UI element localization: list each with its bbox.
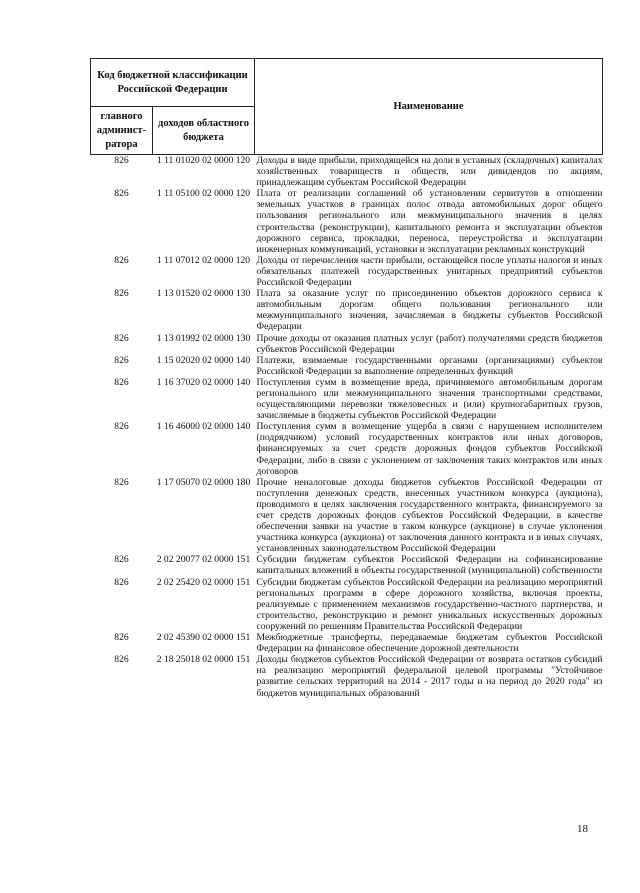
table-row — [91, 333, 603, 355]
table-row — [91, 255, 603, 288]
code-cell: 1 15 02020 02 0000 140 — [156, 354, 251, 366]
header-code-group: Код бюджетной классификации Российской Федерации — [91, 59, 255, 107]
name-cell: Платежи, взимаемые государственными органами (организациями) субъектов Российской Федерации за выполнение определенных функций — [256, 354, 603, 377]
table-row — [91, 288, 603, 332]
code-cell: 1 13 01992 02 0000 130 — [156, 332, 251, 344]
name-cell: Межбюджетные трансферты, передаваемые бюджетам субъектов Российской Федерации на финансовое обеспечение дорожной деятельности — [256, 632, 603, 655]
table-row — [91, 377, 603, 421]
admin-cell: 826 — [114, 354, 129, 366]
admin-cell: 826 — [114, 332, 129, 344]
admin-cell: 826 — [114, 155, 129, 166]
code-cell: 1 16 46000 02 0000 140 — [156, 421, 251, 433]
table-header — [91, 59, 603, 155]
admin-cell: 826 — [114, 376, 129, 388]
code-cell: 2 02 25420 02 0000 151 — [156, 576, 251, 588]
code-cell: 2 02 20077 02 0000 151 — [156, 554, 251, 566]
code-cell: 1 11 01020 02 0000 120 — [156, 155, 251, 166]
admin-cell: 826 — [114, 421, 129, 433]
admin-cell: 826 — [114, 254, 129, 266]
admin-cell: 826 — [114, 476, 129, 488]
name-cell: Доходы в виде прибыли, приходящейся на доли в уставных (складочных) капиталах хозяйственных товариществ и обществ, или дивидендов по акциям, принадлежащим субъектам Российской Федерации — [256, 155, 603, 189]
table-body — [91, 155, 603, 699]
admin-cell: 826 — [114, 632, 129, 644]
code-cell: 1 16 37020 02 0000 140 — [156, 376, 251, 388]
name-cell: Прочие доходы от оказания платных услуг (работ) получателями средств бюджетов субъектов Российской Федерации — [256, 332, 603, 355]
name-cell: Субсидии бюджетам субъектов Российской Федерации на реализацию мероприятий региональных программ в сфере дорожного хозяйства, включая проекты, реализуемые с применением механизмов государственно-частного партнерства, и строительство, реконструкцию и ремонт уникальных искусственных дорожных сооружений по решениям Правительства Российской Федерации — [256, 576, 603, 632]
code-cell: 2 18 25018 02 0000 151 — [156, 654, 251, 666]
table-row — [91, 155, 603, 189]
table-row — [91, 632, 603, 654]
table-row — [91, 477, 603, 555]
admin-cell: 826 — [114, 654, 129, 666]
header-income: доходов областного бюджета — [153, 107, 255, 155]
code-cell: 1 13 01520 02 0000 130 — [156, 288, 251, 300]
table-row — [91, 421, 603, 476]
name-cell: Прочие неналоговые доходы бюджетов субъектов Российской Федерации от поступления денежных средств, внесенных участником конкурса (аукциона), проводимого в целях заключения государственного контракта, финансируемого за счет средств дорожных фондов субъектов Российской Федерации, в качестве обеспечения заявки на участие в таком конкурсе (аукционе) в случае уклонения участника конкурса (аукциона) от заключения данного контракта и в иных случаях, установленных законодательством Российской Федерации — [256, 476, 603, 555]
admin-cell: 826 — [114, 188, 129, 200]
name-cell: Поступления сумм в возмещение вреда, причиняемого автомобильным дорогам регионального или межмуниципального значения транспортными средствами, осуществляющими перевозки тяжеловесных и (или) крупногабаритных грузов, зачисляемые в бюджеты субъектов Российской Федерации — [256, 376, 603, 422]
code-cell: 2 02 45390 02 0000 151 — [156, 632, 251, 644]
admin-cell: 826 — [114, 288, 129, 300]
header-admin: главного админист-ратора — [91, 107, 153, 155]
name-cell: Субсидии бюджетам субъектов Российской Федерации на софинансирование капитальных вложений в объекты государственной (муниципальной) собственности — [256, 554, 603, 577]
code-cell: 1 11 05100 02 0000 120 — [156, 188, 251, 200]
code-cell: 1 17 05070 02 0000 180 — [156, 476, 251, 488]
table-row — [91, 355, 603, 377]
table-row — [91, 554, 603, 576]
table-row — [91, 654, 603, 698]
table-row — [91, 188, 603, 255]
income-codes-table — [90, 58, 603, 699]
name-cell: Плата от реализации соглашений об установлении сервитутов в отношении земельных участков в границах полос отвода автомобильных дорог общего пользования регионального или межмуниципального значения в целях строительства (реконструкции), капитального ремонта и эксплуатации объектов дорожного сервиса, прокладки, переноса, переустройства и эксплуатации инженерных коммуникаций, установки и эксплуатации рекламных конструкций — [256, 188, 603, 255]
page-number: 18 — [577, 823, 588, 835]
header-name: Наименование — [255, 59, 603, 155]
admin-cell: 826 — [114, 554, 129, 566]
admin-cell: 826 — [114, 576, 129, 588]
table-row — [91, 577, 603, 632]
name-cell: Поступления сумм в возмещение ущерба в связи с нарушением исполнителем (подрядчиком) условий государственных контрактов или иных договоров, финансируемых за счет средств дорожных фондов субъектов Российской Федерации, либо в связи с уклонением от заключения таких контрактов или иных договоров — [256, 421, 603, 477]
code-cell: 1 11 07012 02 0000 120 — [156, 254, 251, 266]
name-cell: Плата за оказание услуг по присоединению объектов дорожного сервиса к автомобильным дорогам общего пользования регионального или межмуниципального значения, зачисляемая в бюджеты субъектов Российской Федерации — [256, 288, 603, 333]
name-cell: Доходы от перечисления части прибыли, остающейся после уплаты налогов и иных обязательных платежей государственных унитарных предприятий субъектов Российской Федерации — [256, 254, 603, 289]
name-cell: Доходы бюджетов субъектов Российской Федерации от возврата остатков субсидий на реализацию мероприятий федеральной целевой программы "Устойчивое развитие сельских территорий на 2014 - 2017 годы и на период до 2020 года" из бюджетов муниципальных образований — [256, 654, 603, 699]
